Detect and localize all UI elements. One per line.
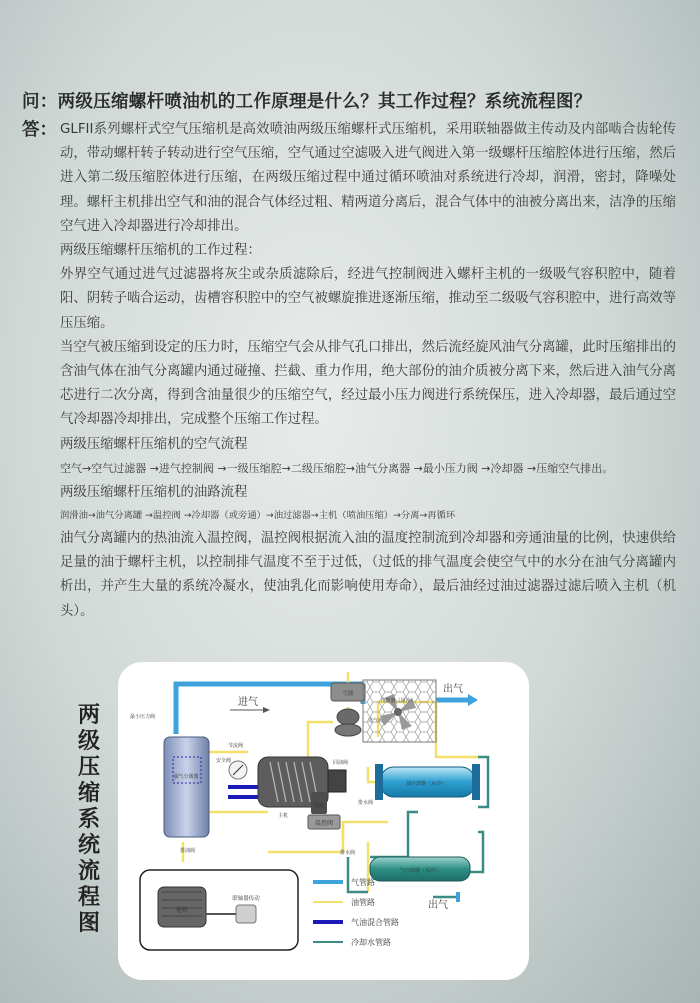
- main-engine-label: 主机: [278, 813, 289, 819]
- arrow-icon: [468, 694, 478, 706]
- air-filter-label: 空滤: [342, 691, 354, 697]
- oil-flow-sequence: 润滑油→油气分离罐 →温控阀 →冷却器（或旁通）→油过滤器→主机（喷油压缩）→分离→再循环: [60, 510, 456, 522]
- motor-label: 电机: [176, 907, 189, 914]
- separator-label: 油气分离器: [173, 774, 199, 780]
- process-heading: 两级压缩螺杆压缩机的工作过程：: [60, 243, 261, 259]
- gearbox: [328, 770, 346, 792]
- intake-label: 进气: [238, 697, 258, 708]
- side-title-char: 缩: [77, 781, 100, 806]
- side-title-char: 两: [77, 703, 100, 728]
- answer-content: [60, 118, 676, 624]
- oil-return-label: 回油阀: [333, 760, 349, 766]
- side-title-char: 压: [77, 755, 100, 780]
- side-title-char: 级: [77, 729, 100, 754]
- arrow-icon: [263, 707, 270, 713]
- oil-flow-heading: 两级压缩螺杆压缩机的油路流程: [60, 484, 248, 500]
- process-paragraph-1: 外界空气通过进气过滤器将灰尘或杂质滤除后，经进气控制阀进入螺杆主机的一级吸气容积腔中，随着阳、阴转子啮合运动，齿槽容积腔中的空气被螺旋推进逐渐压缩，推动至二级吸气容积腔中，进行高效等压压缩。: [60, 267, 676, 331]
- question-text: 两级压缩螺杆喷油机的工作原理是什么？其工作过程？系统流程图？: [57, 92, 592, 112]
- legend-label-air: 气管路: [351, 878, 375, 887]
- coupling-label: 联轴器传动: [232, 896, 260, 902]
- gas-cooler-label: 气冷却器（水冷）: [399, 868, 441, 874]
- process-paragraph-2: 当空气被压缩到设定的压力时，压缩空气会从排气孔口排出，然后流经旋风油气分离罐，此时压缩排出的含油气体在油气分离罐内通过碰撞、拦截、重力作用，绝大部份的油介质被分离下来，然后进入油气分离芯进行二次分离，得到含油量很少的压缩空气，经过最小压力阀进行系统保压，进入冷却器，最后通过空气冷却器冷却排出，完成整个压缩工作过程。: [60, 339, 676, 428]
- air-flow-heading: 两级压缩螺杆压缩机的空气流程: [60, 436, 248, 452]
- throttle-valve-label: 节流阀: [228, 743, 244, 749]
- oil-cooler-cap: [472, 764, 480, 800]
- legend-label-mixed: 气油混合管路: [351, 918, 399, 927]
- condensate-label: 排水阀: [358, 800, 374, 806]
- side-title-char: 系: [77, 807, 100, 832]
- air-flow-sequence: 空气→空气过滤器 →进气控制阀 →一级压缩腔→二级压缩腔→油气分离器 →最小压力阀 →冷却器 →压缩空气排出。: [60, 461, 614, 475]
- intake-valve: [337, 709, 359, 725]
- oil-filter-label: 油滤: [313, 803, 325, 809]
- intro-paragraph: GLFII系列螺杆式空气压缩机是高效喷油两级压缩螺杆式压缩机，采用联轴器做主传动及内部啮合齿轮传动，带动螺杆转子转动进行空气压缩，空气通过空滤吸入进气阀进入第一级螺杆压缩腔体进行压缩，然后进入第二级压缩腔体进行压缩，在两级压缩过程中通过循环喷油对系统进行冷却，润滑，密封，降噪处理。螺杆主机排出空气和油的混合气体经过粗、精两道分离后，混合气体中的油被分离出来，洁净的压缩空气进入冷却器进行冷却排出。: [60, 122, 676, 234]
- outlet-bottom-label: 出气: [428, 900, 448, 911]
- side-title-char: 程: [77, 885, 100, 910]
- side-title-char: 图: [77, 911, 100, 936]
- question-line: [22, 88, 592, 113]
- oil-cooler-label: 油冷却器（水冷）: [405, 781, 447, 787]
- diagram-svg: [118, 662, 529, 980]
- answer-label: 答：: [22, 120, 57, 140]
- thermostat-label: 温控阀: [314, 820, 334, 827]
- legend-label-oil: 油管路: [351, 898, 375, 907]
- legend-label-water: 冷却水管路: [351, 938, 391, 947]
- diagram-side-title: [76, 703, 102, 937]
- question-label: 问：: [22, 92, 58, 112]
- oil-cooler-cap: [375, 764, 383, 800]
- side-title-char: 统: [77, 833, 100, 858]
- oil-gas-separator: [164, 737, 209, 837]
- drain-valve-label: 排油阀: [180, 848, 196, 854]
- outlet-top-label: 出气: [443, 684, 463, 695]
- intake-valve-body: [335, 724, 361, 736]
- waste-water-label: 排水阀: [340, 850, 356, 856]
- cooler-fan-label: 冷却器（风冷）: [380, 698, 416, 704]
- coupling-icon: [236, 905, 256, 923]
- system-flow-diagram: [118, 662, 529, 980]
- oil-flow-paragraph: 油气分离罐内的热油流入温控阀，温控阀根据流入油的温度控制流到冷却器和旁通油量的比例，快速供给足量的油于螺杆主机，以控制排气温度不至于过低，（过低的排气温度会使空气中的水分在油气分离罐内析出，并产生大量的系统冷凝水，使油乳化而影响使用寿命），最后油经过油过滤器过滤后喷入主机（机头）。: [60, 531, 676, 619]
- side-title-char: 流: [77, 859, 100, 884]
- legend: [313, 877, 399, 947]
- safety-valve-label: 安全阀: [216, 758, 232, 764]
- min-pressure-valve-label: 最小压力阀: [130, 714, 156, 720]
